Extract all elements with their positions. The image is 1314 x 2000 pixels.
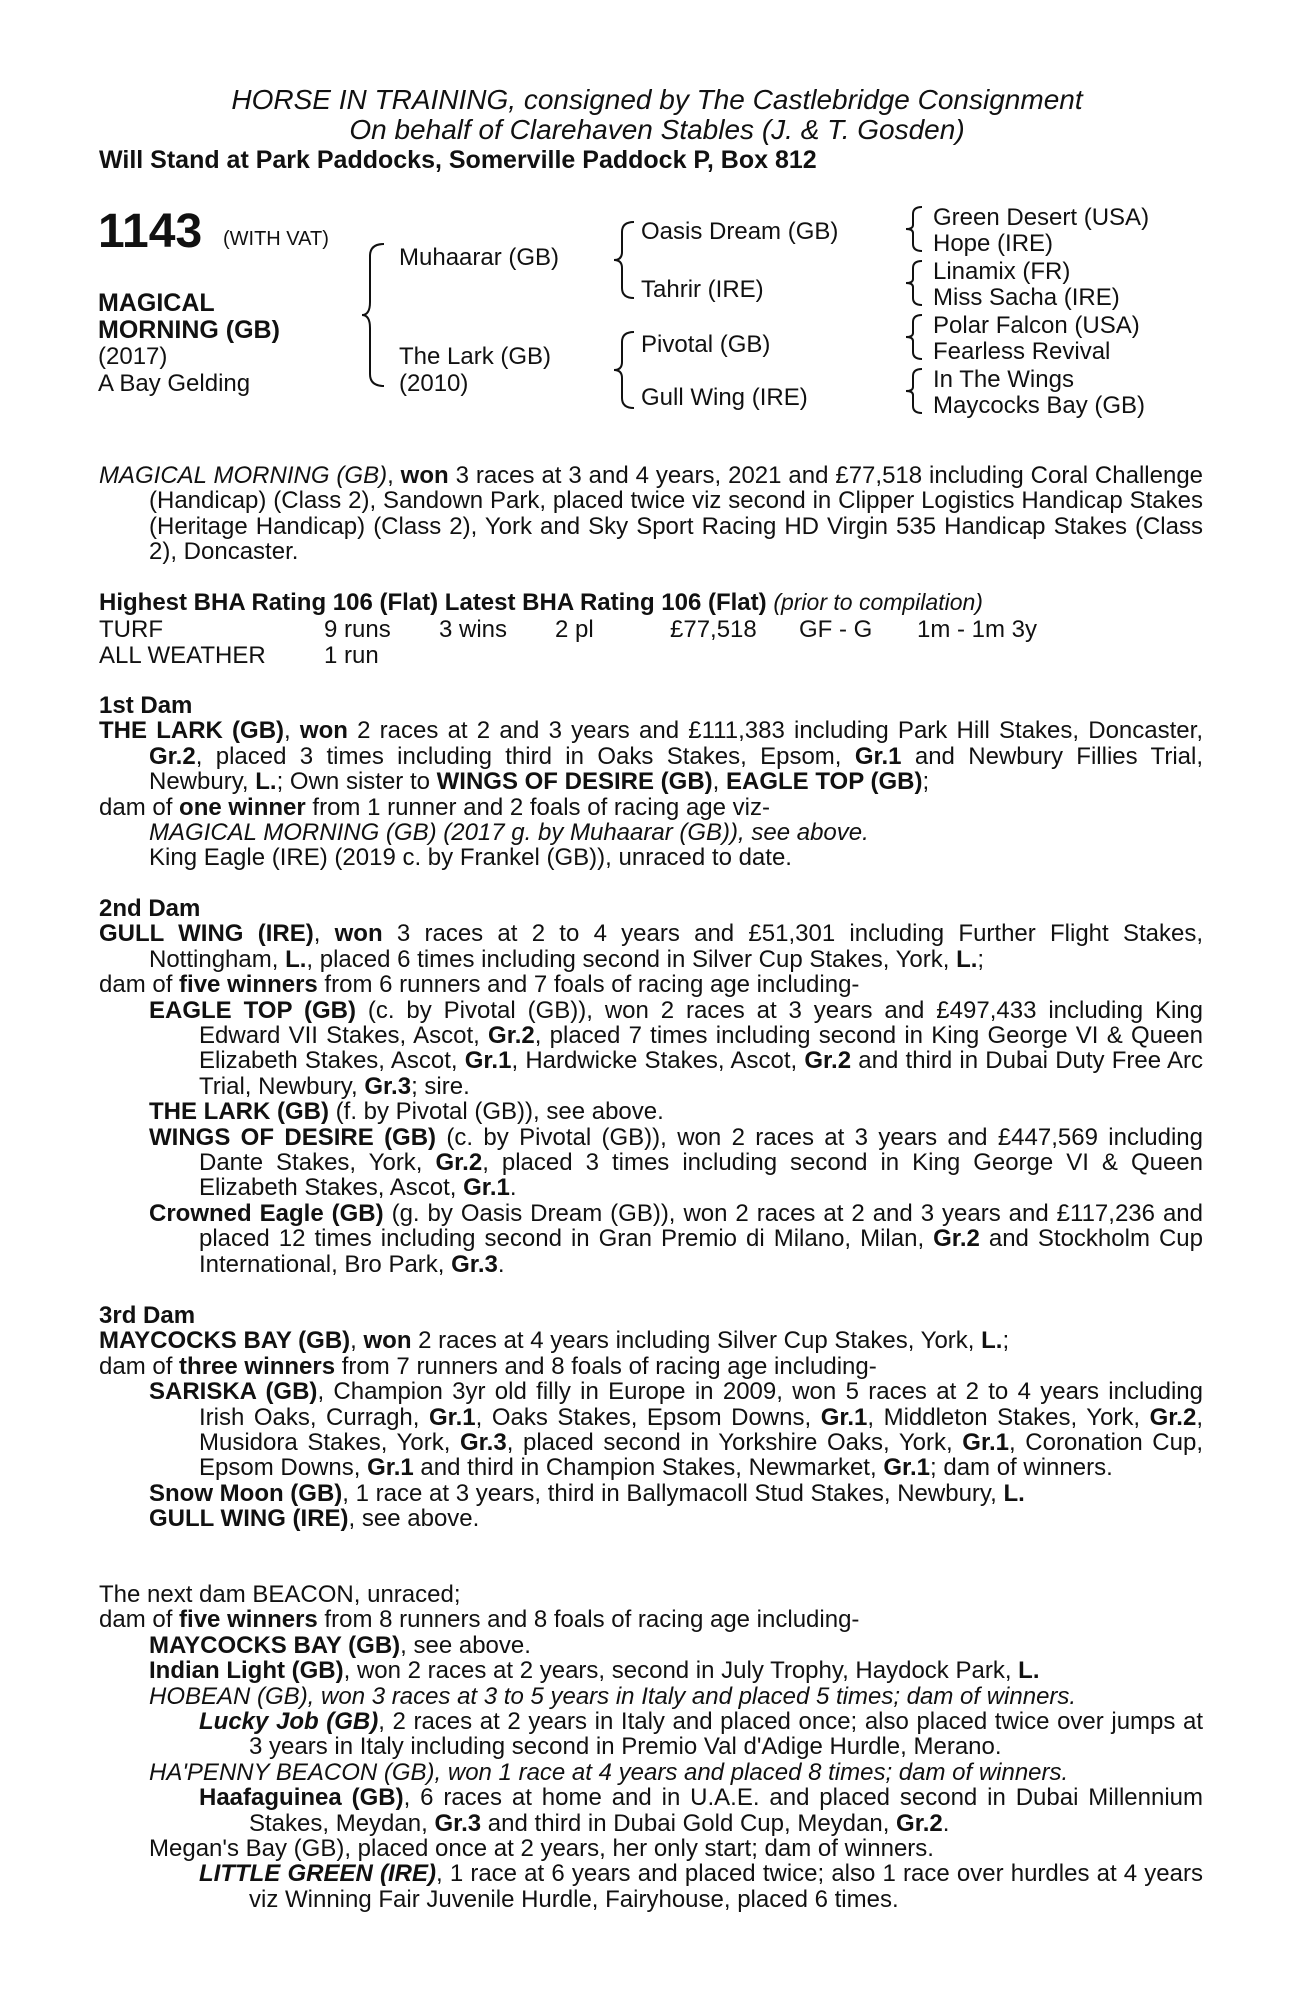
lot-number: 1143 — [98, 205, 203, 258]
produce-name: Crowned Eagle (GB) — [149, 1199, 384, 1227]
produce-name: Haafaguinea (GB) — [199, 1784, 404, 1812]
produce-entry — [199, 1785, 1203, 1836]
summary-text: 3 races at 3 and 4 years, 2021 and £77,518 including Coral Challenge (Handicap) (Class 2), Sandown Park, placed twice viz second in Clipper Logistics Handicap Stakes (Heritage Handicap) (Class 2), York and Sky Sport Racing HD Virgin 535 Handicap Stakes (Class 2), Doncaster. — [149, 462, 1204, 566]
text: from 6 runners and 7 foals of racing age including- — [317, 971, 860, 999]
produce-name: Snow Moon (GB) — [149, 1479, 343, 1507]
first-dam-name: THE LARK (GB) — [99, 717, 285, 745]
produce-name: SARISKA (GB) — [149, 1378, 318, 1406]
text: ; — [922, 768, 930, 796]
pedigree-dam-year: (2010) — [399, 370, 469, 397]
aw-label: ALL WEATHER — [99, 642, 266, 669]
produce-entry: HOBEAN (GB), won 3 races at 3 to 5 years in Italy and placed 5 times; dam of winners. — [149, 1682, 1077, 1710]
text: , placed 6 times including second in Silver Cup Stakes, York, — [306, 945, 957, 973]
next-dam-section — [99, 1582, 1203, 1912]
text: (c. by Pivotal (GB)), won 2 races at 3 years and £447,569 including Dante Stakes, York, — [199, 1123, 1204, 1177]
grade: L. — [1018, 1657, 1040, 1685]
winners-count: one winner — [179, 793, 306, 821]
pedigree-sire-sire: Oasis Dream (GB) — [641, 218, 839, 245]
won-word: won — [299, 717, 348, 745]
race-summary: MAGICAL MORNING (GB), won 3 races at 3 and 4 years, 2021 and £77,518 including Coral Challenge (Handicap) (Class 2), Sandown Park, placed twice viz second in Clipper Logistics Handicap Stakes (Heritage Handicap) (Class 2), York and Sky Sport Racing HD Virgin 535 Handicap Stakes (Class 2), Doncaster. — [99, 462, 1204, 566]
text: . — [497, 1250, 505, 1278]
aw-runs: 1 run — [324, 642, 379, 669]
grade: Gr.3 — [451, 1250, 498, 1278]
pedigree-g6: Fearless Revival — [933, 338, 1111, 365]
pedigree-sire-dam: Tahrir (IRE) — [641, 276, 764, 303]
grade: Gr.3 — [459, 1429, 507, 1457]
winners-count: three winners — [179, 1352, 336, 1380]
text: . — [509, 1174, 517, 1202]
text: , 2 races at 2 years in Italy and placed once; also placed twice over jumps at 3 years in Italy including second in Premio Val d'Adige Hurdle, Merano. — [249, 1708, 1203, 1761]
lot-vat: (WITH VAT) — [223, 228, 329, 250]
grade: Gr.2 — [488, 1022, 535, 1050]
header-consignor: HORSE IN TRAINING, consigned by The Castlebridge Consignment — [231, 84, 1083, 115]
grade: Gr.2 — [804, 1047, 852, 1075]
text: and Newbury Fillies Trial, Newbury, — [149, 742, 1204, 796]
text: and third in Dubai Gold Cup, Meydan, — [481, 1809, 897, 1837]
pedigree-g3: Linamix (FR) — [933, 258, 1071, 285]
text: , Musidora Stakes, York, — [199, 1403, 1203, 1457]
text: from 1 runner and 2 foals of racing age viz- — [305, 793, 770, 821]
produce-entry — [149, 1379, 1203, 1481]
grade: L. — [285, 945, 307, 973]
produce-entry — [149, 1125, 1203, 1201]
text: 2 races at 4 years including Silver Cup Stakes, York, — [411, 1327, 982, 1355]
text: , 1 race at 6 years and placed twice; also 1 race over hurdles at 4 years viz Winning Fair Juvenile Hurdle, Fairyhouse, placed 6 times. — [249, 1860, 1203, 1913]
grade: L. — [1003, 1479, 1025, 1507]
third-dam-name: MAYCOCKS BAY (GB) — [99, 1327, 351, 1355]
gsire2-brace — [904, 312, 926, 362]
produce-entry — [149, 1506, 1203, 1531]
grade: L. — [255, 768, 277, 796]
produce-entry: MAGICAL MORNING (GB) (2017 g. by Muhaarar (GB)), see above. — [149, 819, 869, 847]
text: , see above. — [400, 1631, 531, 1659]
text: 3 races at 2 to 4 years and £51,301 including Further Flight Stakes, Nottingham, — [149, 920, 1203, 973]
sire-dam-brace — [360, 240, 390, 390]
pedigree-g7: In The Wings — [933, 366, 1074, 393]
produce-entry — [199, 1709, 1203, 1760]
turf-label: TURF — [99, 616, 163, 643]
text: ; sire. — [411, 1072, 470, 1100]
header-behalf: On behalf of Clarehaven Stables (J. & T. Gosden) — [349, 114, 965, 145]
grade: Gr.1 — [883, 1454, 931, 1482]
summary-horse: MAGICAL MORNING (GB) — [99, 462, 388, 489]
produce-name: LITTLE GREEN (IRE) — [199, 1860, 436, 1888]
pedigree-g2: Hope (IRE) — [933, 230, 1054, 257]
text: , 6 races at home and in U.A.E. and placed second in Dubai Millennium Stakes, Meydan, — [249, 1784, 1203, 1837]
dam-parents-brace — [612, 328, 638, 412]
text: ; — [977, 945, 985, 973]
text: dam of — [99, 1606, 180, 1634]
text: ; Own sister to — [276, 768, 437, 796]
grade: Gr.2 — [1149, 1403, 1197, 1431]
text: , won 2 races at 2 years, second in July Trophy, Haydock Park, — [343, 1657, 1019, 1685]
gsire1-brace — [904, 204, 926, 254]
grade: Gr.2 — [435, 1149, 483, 1177]
text: from 8 runners and 8 foals of racing age including- — [317, 1606, 860, 1634]
produce-name: THE LARK (GB) — [149, 1098, 329, 1126]
produce-entry: HA'PENNY BEACON (GB), won 1 race at 4 years and placed 8 times; dam of winners. — [149, 1758, 1069, 1786]
text: (f. by Pivotal (GB)), see above. — [328, 1098, 664, 1126]
grade: Gr.1 — [428, 1403, 476, 1431]
pedigree-dam: The Lark (GB) — [399, 343, 552, 370]
produce-entry — [149, 1201, 1203, 1277]
ratings-title: Highest BHA Rating 106 (Flat) Latest BHA Rating 106 (Flat) — [99, 589, 767, 616]
grade: L. — [981, 1327, 1003, 1355]
first-dam-heading: 1st Dam — [99, 692, 193, 719]
text: , Coronation Cup, Epsom Downs, — [199, 1429, 1203, 1482]
grade: Gr.3 — [434, 1809, 482, 1837]
winners-count: five winners — [179, 971, 318, 999]
produce-entry — [149, 1099, 1203, 1124]
horse-year: (2017) — [98, 343, 168, 370]
second-dam-heading: 2nd Dam — [99, 895, 201, 922]
pedigree-g4: Miss Sacha (IRE) — [933, 284, 1120, 311]
second-dam-section: 2nd Dam GULL WING (IRE), won 3 races at 2 to 4 years and £51,301 including Further Flight Stakes, Nottingham, L., placed 6 times including second in Silver Cup Stakes, York, L.; dam of five winners from 6 runners and 7 foals of racing age including- EAGLE TOP (GB) (c. by Pivotal (GB)), won 2 races at 3 years and £497,433 including King Edward VII Stakes, Ascot, Gr.2, placed 7 times including second in King George VI & Queen Elizabeth Stakes, Ascot, Gr.1, Hardwicke Stakes, Ascot, Gr.2 and third in Dubai Duty Free Arc Trial, Newbury, Gr.3; sire. THE LARK (GB) (f. by Pivotal (GB)), see above. WINGS OF DESIRE (GB) (c. by Pivotal (GB)), won 2 races at 3 years and £447,569 including Dante Stakes, York, Gr.2, placed 3 times including second in King George VI & Queen Elizabeth Stakes, Ascot, Gr.1. Crowned Eagle (GB) (g. by Oasis Dream (GB)), won 2 races at 2 and 3 years and £117,236 and placed 12 times including second in Gran Premio di Milano, Milan, Gr.2 and Stockholm Cup International, Bro Park, Gr.3. — [99, 895, 1204, 1278]
turf-earnings: £77,518 — [670, 616, 757, 643]
sire-parents-brace — [612, 218, 638, 302]
text: dam of — [99, 1352, 180, 1380]
grade: Gr.1 — [854, 742, 902, 770]
horse-name-line2: MORNING (GB) — [98, 316, 280, 344]
text: ; — [1002, 1327, 1010, 1355]
text: , placed 7 times including second in King George VI & Queen Elizabeth Stakes, Ascot, — [199, 1022, 1203, 1075]
produce-name: GULL WING (IRE) — [149, 1505, 349, 1533]
produce-name: MAYCOCKS BAY (GB) — [149, 1631, 401, 1659]
next-dam-intro: The next dam BEACON, unraced; — [99, 1581, 461, 1608]
produce-entry: King Eagle (IRE) (2019 c. by Frankel (GB)), unraced to date. — [149, 844, 792, 872]
produce-entry — [149, 1633, 1203, 1658]
won-word: won — [363, 1327, 412, 1355]
text: , Hardwicke Stakes, Ascot, — [511, 1047, 805, 1075]
horse-description: A Bay Gelding — [98, 370, 251, 397]
turf-distance: 1m - 1m 3y — [917, 616, 1038, 643]
text: (c. by Pivotal (GB)), won 2 races at 3 years and £497,433 including King Edward VII Stakes, Ascot, — [199, 996, 1203, 1050]
text: , Champion 3yr old filly in Europe in 2009, won 5 races at 2 to 4 years including Irish Oaks, Curragh, — [199, 1378, 1204, 1431]
turf-wins: 3 wins — [439, 616, 508, 643]
text: , — [712, 768, 726, 796]
text: dam of — [99, 971, 180, 999]
won-word: won — [334, 920, 383, 948]
ratings-note: (prior to compilation) — [773, 589, 983, 615]
text: , Oaks Stakes, Epsom Downs, — [475, 1403, 821, 1431]
produce-entry: Megan's Bay (GB), placed once at 2 years, her only start; dam of winners. — [149, 1835, 934, 1863]
text: and third in Dubai Duty Free Arc Trial, Newbury, — [199, 1047, 1203, 1100]
grade: Gr.1 — [367, 1454, 414, 1482]
produce-entry — [149, 998, 1203, 1100]
produce-entry — [149, 1658, 1203, 1683]
text: , 1 race at 3 years, third in Ballymacoll Stud Stakes, Newbury, — [342, 1479, 1004, 1507]
text: , Middleton Stakes, York, — [867, 1403, 1150, 1431]
third-dam-heading: 3rd Dam — [99, 1302, 196, 1329]
grade: L. — [956, 945, 978, 973]
second-dam-name: GULL WING (IRE) — [99, 920, 314, 948]
grade: Gr.1 — [464, 1047, 512, 1075]
header-location: Will Stand at Park Paddocks, Somerville Paddock P, Box 812 — [99, 146, 817, 174]
pedigree-g1: Green Desert (USA) — [933, 204, 1150, 231]
turf-going: GF - G — [799, 616, 873, 643]
grade: Gr.1 — [820, 1403, 868, 1431]
first-dam-section: 1st Dam THE LARK (GB), won 2 races at 2 and 3 years and £111,383 including Park Hill Stakes, Doncaster, Gr.2, placed 3 times including third in Oaks Stakes, Epsom, Gr.1 and Newbury Fillies Trial, Newbury, L.; Own sister to WINGS OF DESIRE (GB), EAGLE TOP (GB); dam of one winner from 1 runner and 2 foals of racing age viz- MAGICAL MORNING (GB) (2017 g. by Muhaarar (GB)), see above. King Eagle (IRE) (2019 c. by Frankel (GB)), unraced to date. — [99, 692, 1204, 872]
grade: Gr.3 — [364, 1072, 412, 1100]
text: ; dam of winners. — [930, 1454, 1113, 1482]
text: (g. by Oasis Dream (GB)), won 2 races at 2 and 3 years and £117,236 and placed 12 times including second in Gran Premio di Milano, Milan, — [199, 1199, 1203, 1253]
sibling-name: WINGS OF DESIRE (GB) — [436, 768, 713, 796]
sibling-name: EAGLE TOP (GB) — [725, 768, 923, 796]
produce-name: Indian Light (GB) — [149, 1657, 344, 1685]
text: dam of — [99, 793, 180, 821]
text: 2 races at 2 and 3 years and £111,383 including Park Hill Stakes, Doncaster, — [347, 717, 1203, 745]
grade: Gr.2 — [933, 1225, 980, 1253]
text: and Stockholm Cup International, Bro Park, — [199, 1225, 1203, 1278]
pedigree-g8: Maycocks Bay (GB) — [933, 392, 1146, 419]
grade: Gr.1 — [463, 1174, 510, 1202]
ratings-heading — [99, 590, 1203, 615]
text: , placed 3 times including second in King George VI & Queen Elizabeth Stakes, Ascot, — [199, 1149, 1204, 1202]
produce-entry — [149, 1481, 1203, 1506]
pedigree-dam-dam: Gull Wing (IRE) — [641, 384, 808, 411]
text: from 7 runners and 8 foals of racing age including- — [335, 1352, 877, 1380]
produce-name: WINGS OF DESIRE (GB) — [149, 1123, 437, 1151]
text: , placed second in Yorkshire Oaks, York, — [506, 1429, 963, 1457]
grade: Gr.2 — [149, 742, 196, 770]
turf-runs: 9 runs — [324, 616, 391, 643]
produce-entry — [199, 1861, 1203, 1912]
turf-placed: 2 pl — [555, 616, 594, 643]
third-dam-section: 3rd Dam MAYCOCKS BAY (GB), won 2 races at 4 years including Silver Cup Stakes, York, L.; dam of three winners from 7 runners and 8 foals of racing age including- SARISKA (GB), Champion 3yr old filly in Europe in 2009, won 5 races at 2 to 4 years including Irish Oaks, Curragh, Gr.1, Oaks Stakes, Epsom Downs, Gr.1, Middleton Stakes, York, Gr.2, Musidora Stakes, York, Gr.3, placed second in Yorkshire Oaks, York, Gr.1, Coronation Cup, Epsom Downs, Gr.1 and third in Champion Stakes, Newmarket, Gr.1; dam of winners. Snow Moon (GB), 1 race at 3 years, third in Ballymacoll Stud Stakes, Newbury, L. GULL WING (IRE), see above. — [99, 1302, 1204, 1533]
horse-name-line1: MAGICAL — [98, 289, 215, 317]
gdam1-brace — [904, 258, 926, 308]
text: and third in Champion Stakes, Newmarket, — [413, 1454, 884, 1482]
produce-name: Lucky Job (GB) — [199, 1708, 379, 1736]
text: , placed 3 times including third in Oaks Stakes, Epsom, — [195, 742, 855, 770]
grade: Gr.1 — [962, 1429, 1009, 1457]
grade: Gr.2 — [896, 1809, 943, 1837]
winners-count: five winners — [179, 1606, 318, 1634]
summary-won: won — [400, 462, 449, 489]
text: , see above. — [348, 1505, 480, 1533]
pedigree-g5: Polar Falcon (USA) — [933, 312, 1140, 339]
gdam2-brace — [904, 366, 926, 416]
text: . — [942, 1809, 950, 1837]
pedigree-sire: Muhaarar (GB) — [399, 244, 560, 271]
produce-name: EAGLE TOP (GB) — [149, 996, 356, 1024]
pedigree-dam-sire: Pivotal (GB) — [641, 331, 771, 358]
